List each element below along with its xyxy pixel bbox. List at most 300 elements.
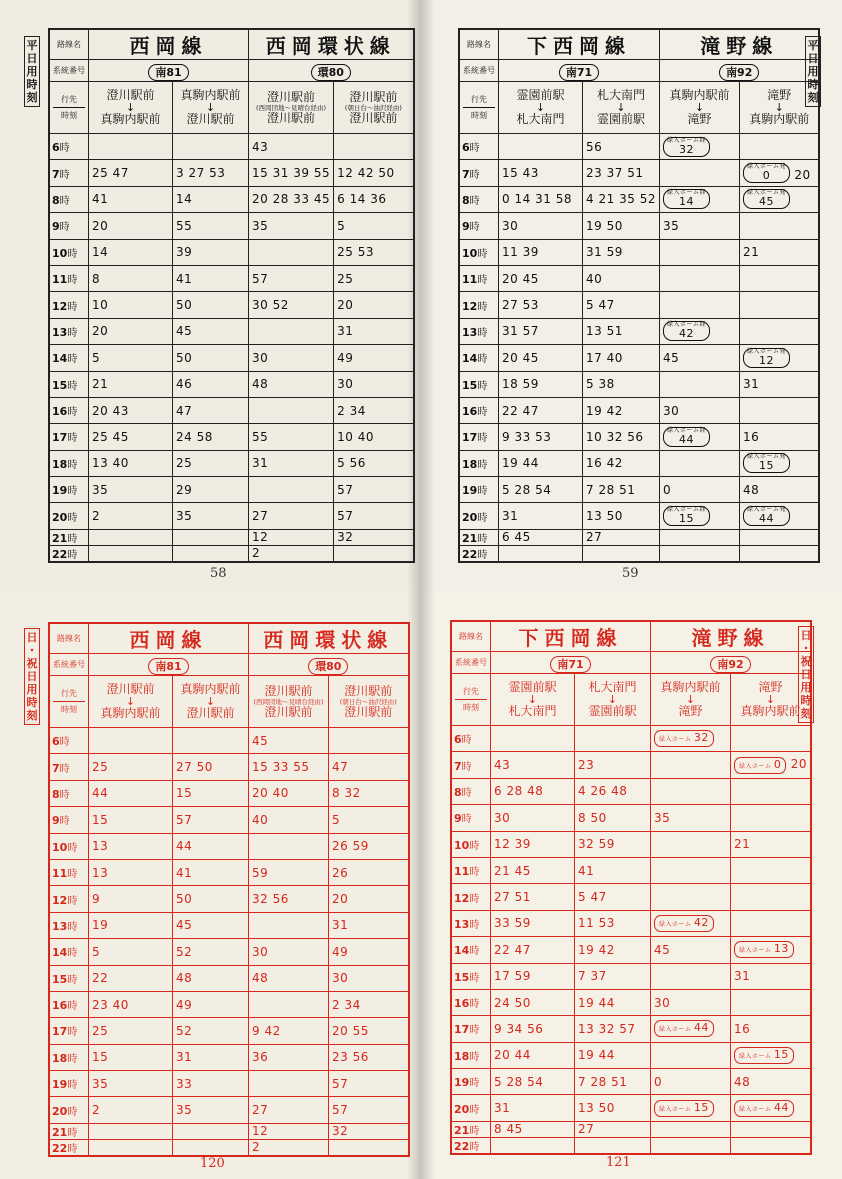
hour-value: 7 — [52, 761, 60, 775]
timetable — [458, 28, 820, 563]
route-direction — [173, 82, 249, 134]
route-number — [89, 654, 249, 676]
departure-minutes: 10 32 56 — [583, 424, 660, 450]
departure-minutes: 20 55 — [329, 1018, 409, 1044]
departure-minutes: 31 — [731, 963, 812, 989]
marked-departure: 緑入ホーム発 45 — [743, 189, 790, 209]
hour-cell — [49, 503, 89, 529]
hour-cell — [459, 186, 499, 212]
hour-cell — [459, 397, 499, 423]
departure-minutes: 29 — [173, 477, 249, 503]
hour-row — [451, 910, 811, 936]
departure-minutes: 27 51 — [491, 884, 575, 910]
hour-suffix: 時 — [469, 946, 480, 958]
route-direction — [249, 676, 329, 728]
departure-minutes — [739, 213, 819, 239]
route-to: 札大南門 — [516, 112, 565, 126]
hour-suffix: 時 — [477, 354, 488, 366]
departure-minutes: 24 58 — [173, 424, 249, 450]
hour-cell — [459, 371, 499, 397]
destination-row — [49, 82, 414, 134]
route-from: 真駒内駅前 — [180, 682, 241, 696]
hour-value: 11 — [52, 867, 68, 881]
departure-minutes: 11 53 — [575, 910, 651, 936]
hour-cell — [451, 726, 491, 752]
route-number-row — [451, 652, 811, 674]
hour-value: 16 — [454, 997, 470, 1011]
departure-minutes: 35 — [659, 213, 739, 239]
line-name-row — [49, 29, 414, 60]
departure-minutes: 9 33 53 — [499, 424, 583, 450]
tag-char: 日 — [26, 631, 38, 644]
direction-arrow: ↓ — [205, 695, 216, 708]
hour-value: 12 — [462, 299, 478, 313]
hour-row — [459, 292, 819, 318]
tag-char: 日 — [800, 668, 812, 681]
hour-suffix: 時 — [469, 1104, 480, 1116]
departure-minutes: 32 — [334, 529, 414, 545]
departure-minutes: 43 — [491, 752, 575, 778]
hour-suffix: 時 — [67, 248, 78, 260]
departure-minutes: 32 56 — [249, 886, 329, 912]
hour-suffix: 時 — [477, 459, 488, 471]
hour-row — [49, 239, 414, 265]
departure-minutes — [89, 545, 173, 562]
departure-minutes — [659, 503, 739, 529]
hour-suffix: 時 — [477, 380, 488, 392]
hour-value: 10 — [454, 838, 470, 852]
hour-row — [49, 754, 409, 780]
departure-minutes: 緑入ホーム発 0 20 — [739, 160, 819, 186]
departure-minutes — [731, 989, 812, 1015]
marked-departure: 緑入ホーム 0 — [734, 757, 786, 774]
hour-cell — [451, 884, 491, 910]
hour-row — [49, 371, 414, 397]
departure-minutes: 46 — [173, 371, 249, 397]
hour-suffix: 時 — [477, 549, 488, 561]
hour-suffix: 時 — [67, 1127, 78, 1139]
departure-minutes: 57 — [249, 265, 334, 291]
direction-arrow: ↓ — [694, 101, 705, 114]
departure-minutes: 0 — [651, 1069, 731, 1095]
hour-cell — [49, 807, 89, 833]
departure-minutes — [731, 884, 812, 910]
hour-suffix: 時 — [67, 869, 78, 881]
route-via: (西岡団地～見晴台経由) — [256, 103, 327, 112]
direction-arrow: ↓ — [125, 101, 136, 114]
marked-departure: 緑入ホーム 15 — [654, 1100, 714, 1117]
route-number — [249, 60, 414, 82]
route-number — [89, 60, 249, 82]
hour-value: 18 — [52, 1051, 68, 1065]
hour-suffix: 時 — [67, 948, 78, 960]
departure-minutes: 23 40 — [89, 991, 173, 1017]
departure-minutes — [739, 292, 819, 318]
route-note: 緑入ホーム経 — [666, 321, 706, 329]
departure-minutes: 23 — [575, 752, 651, 778]
hour-row — [459, 213, 819, 239]
number-label: 系統番号 — [49, 654, 89, 676]
hour-cell — [49, 345, 89, 371]
hour-cell — [451, 910, 491, 936]
route-direction — [499, 82, 583, 134]
departure-minutes: 24 50 — [491, 989, 575, 1015]
hour-cell — [49, 991, 89, 1017]
departure-minutes: 49 — [334, 345, 414, 371]
route-note: 緑入ホーム — [739, 762, 774, 770]
hour-value: 10 — [462, 246, 478, 260]
hour-cell — [459, 424, 499, 450]
route-from: 霊園前駅 — [508, 680, 557, 694]
route-from: 札大南門 — [588, 680, 637, 694]
departure-minutes: 16 — [731, 1016, 812, 1042]
departure-minutes: 12 42 50 — [334, 160, 414, 186]
route-number-badge: 南71 — [559, 64, 599, 81]
hour-row — [451, 1137, 811, 1154]
hour-cell — [459, 239, 499, 265]
hour-row — [451, 857, 811, 883]
departure-minutes: 49 — [173, 991, 249, 1017]
tag-char: 用 — [807, 65, 819, 78]
departure-minutes: 16 — [739, 424, 819, 450]
hour-value: 21 — [52, 1125, 68, 1139]
departure-minutes: 48 — [731, 1069, 812, 1095]
departure-minutes — [659, 186, 739, 212]
hour-value: 21 — [454, 1123, 470, 1137]
route-direction — [89, 676, 173, 728]
departure-minutes — [659, 545, 739, 562]
hour-suffix: 時 — [67, 842, 78, 854]
departure-minutes: 43 — [249, 134, 334, 160]
route-number-row — [49, 60, 414, 82]
tag-char: ・ — [800, 642, 812, 655]
tag-char: 平 — [26, 39, 38, 52]
hour-value: 13 — [462, 325, 478, 339]
hour-suffix: 時 — [469, 143, 480, 155]
destination-label — [49, 676, 89, 728]
departure-minutes: 27 — [583, 529, 660, 545]
hour-row — [49, 939, 409, 965]
hour-row — [49, 450, 414, 476]
hour-row — [49, 965, 409, 991]
direction-arrow: ↓ — [535, 101, 546, 114]
hour-value: 13 — [52, 919, 68, 933]
departure-minutes — [651, 857, 731, 883]
hour-cell — [49, 529, 89, 545]
hour-row — [49, 345, 414, 371]
hour-value: 17 — [52, 1025, 68, 1039]
hour-row — [459, 318, 819, 344]
departure-minutes — [731, 1121, 812, 1137]
hour-row — [459, 371, 819, 397]
hour-row — [49, 265, 414, 291]
hour-value: 9 — [52, 220, 60, 234]
departure-minutes: 5 47 — [575, 884, 651, 910]
route-direction — [334, 82, 414, 134]
hour-value: 14 — [462, 352, 478, 366]
hour-row — [49, 1044, 409, 1070]
departure-minutes — [659, 424, 739, 450]
route-from: 澄川駅前 — [267, 89, 316, 104]
departure-minutes — [731, 778, 812, 804]
hour-cell — [459, 503, 499, 529]
route-number-badge: 南71 — [550, 656, 590, 673]
hour-cell — [459, 160, 499, 186]
route-number-row — [459, 60, 819, 82]
hour-cell — [49, 1044, 89, 1070]
departure-minutes: 31 — [329, 912, 409, 938]
departure-minutes: 19 44 — [575, 1042, 651, 1068]
number-label: 系統番号 — [49, 60, 89, 82]
departure-minutes: 23 37 51 — [583, 160, 660, 186]
marked-departure: 緑入ホーム経 42 — [663, 321, 710, 341]
hour-cell — [451, 857, 491, 883]
departure-minutes: 50 — [173, 292, 249, 318]
hour-value: 20 — [52, 1104, 68, 1118]
departure-minutes — [731, 857, 812, 883]
departure-minutes — [739, 529, 819, 545]
route-from: 澄川駅前 — [106, 88, 155, 102]
departure-minutes: 13 32 57 — [575, 1016, 651, 1042]
marked-departure: 緑入ホーム発 0 — [743, 163, 790, 183]
departure-minutes: 25 — [89, 1018, 173, 1044]
direction-arrow: ↓ — [527, 693, 538, 706]
departure-minutes: 30 — [249, 345, 334, 371]
hour-value: 7 — [52, 167, 60, 181]
hour-row — [49, 833, 409, 859]
departure-minutes: 35 — [89, 477, 173, 503]
hour-cell — [451, 831, 491, 857]
hour-value: 6 — [52, 141, 60, 155]
hour-suffix: 時 — [59, 143, 70, 155]
departure-minutes: 47 — [329, 754, 409, 780]
route-direction — [575, 674, 651, 726]
tag-char: 祝 — [800, 655, 812, 668]
departure-minutes: 14 — [173, 186, 249, 212]
departure-minutes — [651, 752, 731, 778]
hour-suffix: 時 — [469, 972, 480, 984]
hour-row — [49, 807, 409, 833]
hour-row — [49, 545, 414, 562]
hour-value: 12 — [454, 891, 470, 905]
hour-cell — [459, 134, 499, 160]
departure-minutes: 0 14 31 58 — [499, 186, 583, 212]
marked-departure: 緑入ホーム経 14 — [663, 189, 710, 209]
departure-minutes: 13 50 — [575, 1095, 651, 1121]
departure-minutes: 2 34 — [334, 397, 414, 423]
route-note: 緑入ホーム経 — [666, 136, 706, 144]
route-to: 澄川駅前 — [344, 704, 393, 719]
departure-minutes: 47 — [173, 397, 249, 423]
hour-value: 12 — [52, 893, 68, 907]
departure-minutes: 25 — [173, 450, 249, 476]
hour-suffix: 時 — [67, 1027, 78, 1039]
departure-minutes — [731, 1137, 812, 1154]
hour-value: 6 — [462, 141, 470, 155]
departure-minutes: 44 — [89, 780, 173, 806]
hour-suffix: 時 — [67, 327, 78, 339]
hour-suffix: 時 — [67, 407, 78, 419]
hour-row — [49, 1123, 409, 1139]
hour-value: 22 — [52, 1141, 68, 1155]
tag-char: 平 — [807, 39, 819, 52]
hour-value: 12 — [52, 299, 68, 313]
hour-suffix: 時 — [477, 327, 488, 339]
departure-minutes: 15 — [173, 780, 249, 806]
departure-minutes: 45 — [173, 912, 249, 938]
hour-suffix: 時 — [67, 486, 78, 498]
departure-minutes — [651, 910, 731, 936]
departure-minutes: 5 47 — [583, 292, 660, 318]
departure-minutes: 40 — [583, 265, 660, 291]
route-to: 澄川駅前 — [349, 110, 398, 125]
departure-minutes — [651, 1121, 731, 1137]
departure-minutes — [659, 134, 739, 160]
departure-minutes — [659, 371, 739, 397]
hour-cell — [49, 239, 89, 265]
hour-suffix: 時 — [461, 735, 472, 747]
hour-value: 18 — [52, 457, 68, 471]
tag-char: 時 — [26, 696, 38, 709]
departure-minutes: 55 — [173, 213, 249, 239]
departure-minutes: 30 — [651, 989, 731, 1015]
departure-minutes — [659, 239, 739, 265]
hour-cell — [459, 450, 499, 476]
hour-value: 13 — [454, 917, 470, 931]
departure-minutes: 6 45 — [499, 529, 583, 545]
departure-minutes: 19 50 — [583, 213, 660, 239]
direction-arrow: ↓ — [616, 101, 626, 114]
route-direction — [651, 674, 731, 726]
departure-minutes: 11 39 — [499, 239, 583, 265]
destination-label — [49, 82, 89, 134]
departure-minutes: 5 — [334, 213, 414, 239]
hour-row — [49, 859, 409, 885]
hour-value: 22 — [462, 547, 478, 561]
departure-minutes — [739, 397, 819, 423]
departure-minutes: 20 43 — [89, 397, 173, 423]
page-number: 59 — [622, 566, 639, 581]
tag-char: 日 — [26, 52, 38, 65]
route-direction — [89, 82, 173, 134]
hour-row — [49, 477, 414, 503]
departure-minutes: 21 — [89, 371, 173, 397]
hour-suffix: 時 — [67, 433, 78, 445]
dest-label-text: 行先 — [463, 687, 479, 696]
hour-row — [451, 937, 811, 963]
route-from: 滝野 — [767, 88, 792, 102]
departure-minutes — [731, 1042, 812, 1068]
departure-minutes: 21 45 — [491, 857, 575, 883]
hour-suffix: 時 — [469, 1025, 480, 1037]
hour-suffix: 時 — [469, 1125, 480, 1137]
departure-minutes: 27 — [249, 1097, 329, 1123]
hour-cell — [459, 529, 499, 545]
dest-label-text: 行先 — [61, 95, 77, 104]
route-note: 緑入ホーム経 — [666, 506, 706, 514]
departure-minutes — [329, 728, 409, 754]
departure-minutes: 7 28 51 — [583, 477, 660, 503]
departure-minutes — [739, 503, 819, 529]
departure-minutes — [334, 545, 414, 562]
destination-row — [459, 82, 819, 134]
hour-row — [49, 529, 414, 545]
hour-row — [451, 989, 811, 1015]
marked-departure: 緑入ホーム 13 — [734, 941, 794, 958]
departure-minutes: 6 28 48 — [491, 778, 575, 804]
hour-cell — [459, 292, 499, 318]
dest-label-text: 行先 — [471, 95, 487, 104]
departure-minutes: 31 59 — [583, 239, 660, 265]
hour-value: 11 — [462, 273, 478, 287]
departure-minutes — [739, 186, 819, 212]
route-to: 澄川駅前 — [186, 112, 235, 126]
line-name: 西岡環状線 — [249, 29, 414, 60]
tag-char: 刻 — [807, 91, 819, 104]
hour-suffix: 時 — [67, 549, 78, 561]
hour-row — [49, 186, 414, 212]
route-from: 札大南門 — [596, 88, 645, 102]
marked-departure: 緑入ホーム 44 — [654, 1020, 714, 1037]
departure-minutes: 30 — [659, 397, 739, 423]
departure-minutes: 45 — [651, 937, 731, 963]
departure-minutes: 5 — [89, 939, 173, 965]
hour-suffix: 時 — [67, 354, 78, 366]
departure-minutes — [249, 991, 329, 1017]
route-note: 緑入ホーム — [659, 920, 694, 928]
hour-label-text: 時刻 — [61, 111, 77, 120]
route-number — [651, 652, 812, 674]
departure-minutes — [651, 1137, 731, 1154]
departure-minutes: 32 — [329, 1123, 409, 1139]
hour-cell — [49, 318, 89, 344]
route-from: 真駒内駅前 — [669, 88, 730, 102]
departure-minutes: 8 50 — [575, 805, 651, 831]
departure-minutes: 23 56 — [329, 1044, 409, 1070]
hour-row — [459, 186, 819, 212]
hour-suffix: 時 — [477, 248, 488, 260]
hour-cell — [49, 1071, 89, 1097]
departure-minutes — [173, 545, 249, 562]
hour-cell — [49, 728, 89, 754]
hour-row — [451, 1016, 811, 1042]
hour-suffix: 時 — [67, 512, 78, 524]
departure-minutes: 31 — [249, 450, 334, 476]
hour-cell — [459, 345, 499, 371]
hour-suffix: 時 — [59, 763, 70, 775]
destination-label — [451, 674, 491, 726]
route-to: 真駒内駅前 — [100, 112, 161, 126]
hour-suffix: 時 — [461, 787, 472, 799]
departure-minutes: 2 — [249, 1139, 329, 1156]
marked-departure: 緑入ホーム経 32 — [663, 137, 710, 157]
departure-minutes: 9 — [89, 886, 173, 912]
hour-row — [451, 1069, 811, 1095]
route-to: 真駒内駅前 — [740, 704, 801, 718]
hour-row — [459, 160, 819, 186]
hour-value: 16 — [462, 405, 478, 419]
direction-arrow: ↓ — [685, 693, 696, 706]
departure-minutes — [575, 1137, 651, 1154]
departure-minutes: 41 — [575, 857, 651, 883]
departure-minutes: 22 — [89, 965, 173, 991]
hour-row — [49, 397, 414, 423]
departure-minutes — [651, 884, 731, 910]
row-label: 路線名 — [459, 29, 499, 60]
hour-suffix: 時 — [469, 222, 480, 234]
departure-minutes — [739, 134, 819, 160]
departure-minutes: 20 44 — [491, 1042, 575, 1068]
